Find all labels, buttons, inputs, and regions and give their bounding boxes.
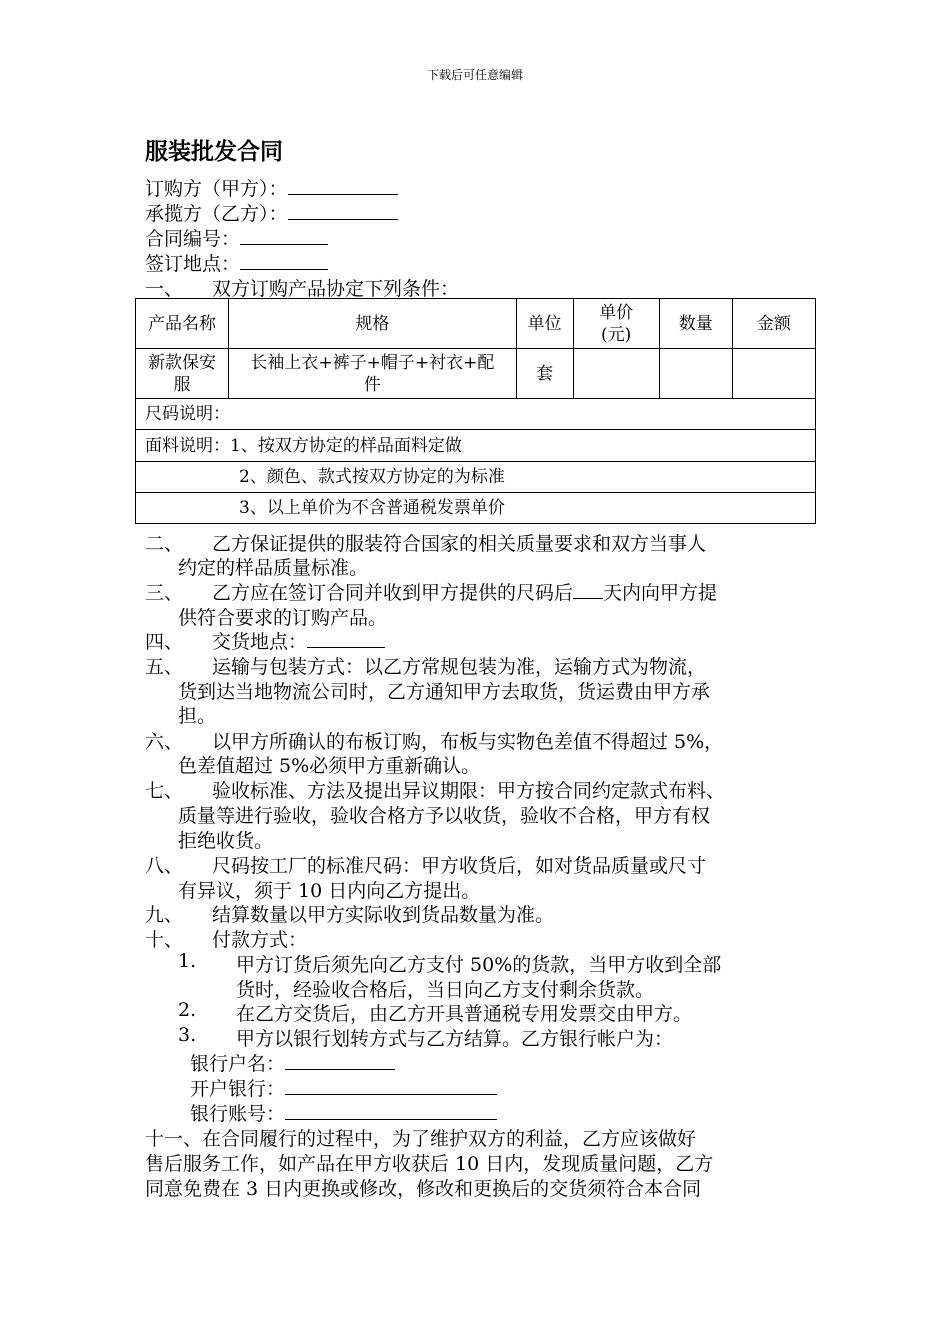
- size-note: 尺码说明：: [136, 399, 816, 430]
- bank-account-name-blank[interactable]: [285, 1049, 395, 1070]
- fabric-note-row-1: [136, 430, 816, 462]
- clause-8-line2: 有异议，须于 10 日内向乙方提出。: [178, 880, 481, 902]
- cell-spec-line1: 长袖上衣+裤子+帽子+衬衣+配: [250, 352, 495, 373]
- seller-blank[interactable]: [288, 199, 398, 220]
- clause-3-line1: [212, 578, 717, 605]
- cell-product-name-line1: 新款保安: [148, 352, 217, 373]
- sign-place-blank[interactable]: [240, 249, 328, 270]
- bank-account-name-line: [190, 1049, 395, 1076]
- clause-9-line1: 结算数量以甲方实际收到货品数量为准。: [212, 904, 555, 926]
- clause-6-num: 六、: [145, 731, 184, 753]
- contract-no-blank[interactable]: [240, 224, 328, 245]
- clause-5-line2: 货到达当地物流公司时，乙方通知甲方去取货，货运费由甲方承: [178, 681, 711, 703]
- bank-account-no-label: 银行账号：: [190, 1103, 286, 1125]
- buyer-blank[interactable]: [288, 174, 398, 195]
- cell-price[interactable]: [573, 349, 659, 399]
- clause-11-line3: 同意免费在 3 日内更换或修改，修改和更换后的交货须符合本合同: [145, 1178, 702, 1200]
- clause-3-days-blank[interactable]: [573, 578, 603, 599]
- payment-2-line1: 在乙方交货后，由乙方开具普通税专用发票交由甲方。: [236, 1003, 693, 1025]
- delivery-place-blank[interactable]: [307, 627, 385, 648]
- buyer-line: [145, 174, 398, 202]
- clause-4-text: 交货地点：: [212, 631, 308, 653]
- cell-unit: 套: [516, 349, 573, 399]
- bank-name-blank[interactable]: [285, 1074, 497, 1095]
- table-header-row: [136, 299, 816, 349]
- th-amount: 金额: [732, 299, 815, 349]
- fabric-note-row-3: [136, 493, 816, 524]
- clause-4-num: 四、: [145, 631, 184, 653]
- clause-2-num: 二、: [145, 533, 184, 555]
- fabric-note-1: 面料说明：1、按双方协定的样品面料定做: [136, 430, 816, 462]
- bank-account-no-blank[interactable]: [285, 1099, 497, 1120]
- payment-2-num: 2.: [178, 999, 197, 1021]
- document-title: 服装批发合同: [145, 138, 283, 165]
- cell-product-name: [136, 349, 229, 399]
- seller-label: 承揽方（乙方）：: [145, 203, 288, 225]
- fabric-note-2: 2、颜色、款式按双方协定的为标准: [136, 462, 816, 493]
- th-price: [573, 299, 659, 349]
- clause-3-text-b: 天内向甲方提: [603, 582, 718, 604]
- clause-7-line2: 质量等进行验收，验收合格方予以收货，验收不合格，甲方有权: [178, 805, 711, 827]
- th-unit: 单位: [516, 299, 573, 349]
- clause-10-num: 十、: [145, 929, 184, 951]
- clause-11-line1: 十一、在合同履行的过程中，为了维护双方的利益，乙方应该做好: [145, 1128, 697, 1150]
- fabric-note-3: 3、以上单价为不含普通税发票单价: [136, 493, 816, 524]
- clause-3-line2: 供符合要求的订购产品。: [178, 607, 388, 629]
- clause-2-line2: 约定的样品质量标准。: [178, 557, 369, 579]
- bank-name-line: [190, 1074, 497, 1101]
- clause-10-line1: 付款方式：: [212, 929, 308, 951]
- clause-7-num: 七、: [145, 780, 184, 802]
- cell-amount[interactable]: [732, 349, 815, 399]
- clause-9-num: 九、: [145, 904, 184, 926]
- clause-3-text-a: 乙方应在签订合同并收到甲方提供的尺码后: [212, 582, 574, 604]
- th-price-line1: 单价: [599, 302, 634, 323]
- cell-qty[interactable]: [659, 349, 732, 399]
- table-row: [136, 349, 816, 399]
- th-qty: 数量: [659, 299, 732, 349]
- sign-place-line: [145, 249, 328, 277]
- clause-4-line1: [212, 627, 385, 654]
- seller-line: [145, 199, 398, 227]
- sign-place-label: 签订地点：: [145, 253, 241, 275]
- clause-1-num: 一、: [145, 278, 184, 300]
- buyer-label: 订购方（甲方）：: [145, 178, 288, 200]
- contract-no-label: 合同编号：: [145, 228, 241, 250]
- contract-no-line: [145, 224, 328, 252]
- bank-account-name-label: 银行户名：: [190, 1053, 286, 1075]
- clause-6-line1: 以甲方所确认的布板订购，布板与实物色差值不得超过 5%，: [212, 731, 724, 753]
- clause-3-num: 三、: [145, 582, 184, 604]
- clause-1-text: 双方订购产品协定下列条件：: [212, 278, 460, 300]
- clause-11-line2: 售后服务工作，如产品在甲方收获后 10 日内，发现质量问题，乙方: [145, 1153, 714, 1175]
- size-note-row: [136, 399, 816, 430]
- clause-5-line3: 担。: [178, 705, 217, 727]
- cell-spec-line2: 件: [363, 374, 381, 395]
- clause-5-line1: 运输与包装方式：以乙方常规包装为准，运输方式为物流，: [212, 656, 707, 678]
- th-product-name: 产品名称: [136, 299, 229, 349]
- product-table: [135, 298, 816, 524]
- payment-1-num: 1.: [178, 950, 197, 972]
- fabric-note-row-2: [136, 462, 816, 493]
- th-spec: 规格: [229, 299, 516, 349]
- payment-3-num: 3.: [178, 1024, 197, 1046]
- clause-8-num: 八、: [145, 855, 184, 877]
- clause-5-num: 五、: [145, 656, 184, 678]
- payment-3-line1: 甲方以银行划转方式与乙方结算。乙方银行帐户为：: [236, 1028, 674, 1050]
- payment-1-line1: 甲方订货后须先向乙方支付 50%的货款，当甲方收到全部: [236, 954, 722, 976]
- bank-name-label: 开户银行：: [190, 1078, 286, 1100]
- header-note: 下载后可任意编辑: [426, 68, 523, 82]
- clause-8-line1: 尺码按工厂的标准尺码：甲方收货后，如对货品质量或尺寸: [212, 855, 707, 877]
- bank-account-no-line: [190, 1099, 497, 1126]
- clause-6-line2: 色差值超过 5%必须甲方重新确认。: [178, 755, 481, 777]
- clause-2-line1: 乙方保证提供的服装符合国家的相关质量要求和双方当事人: [212, 533, 707, 555]
- cell-spec: [229, 349, 516, 399]
- th-price-line2: (元): [601, 324, 632, 345]
- clause-7-line3: 拒绝收货。: [178, 830, 274, 852]
- cell-product-name-line2: 服: [173, 374, 191, 395]
- clause-7-line1: 验收标准、方法及提出异议期限：甲方按合同约定款式布料、: [212, 780, 726, 802]
- payment-1-line2: 货时，经验收合格后，当日向乙方支付剩余货款。: [236, 979, 655, 1001]
